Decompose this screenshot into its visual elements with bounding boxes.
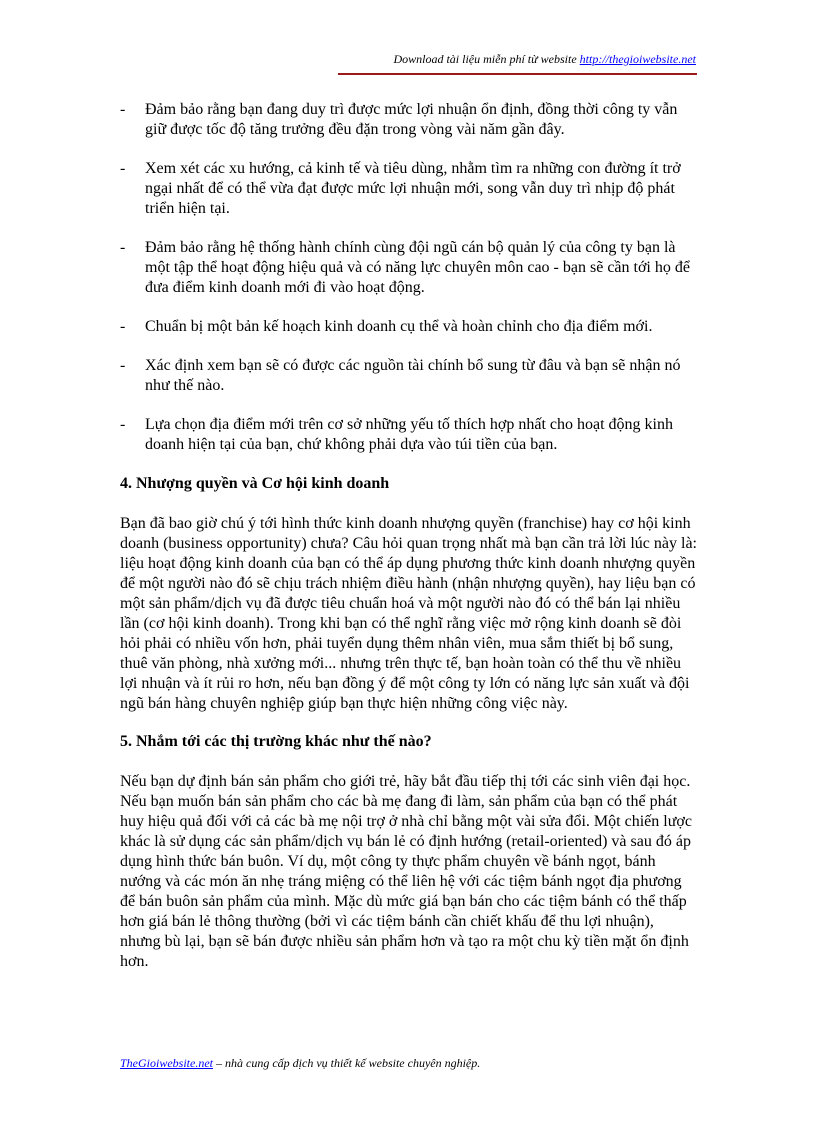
bullet-text: Lựa chọn địa điểm mới trên cơ sở những yếu tố thích hợp nhất cho hoạt động kinh doanh hiện tại của bạn, chứ không phải dựa vào túi tiền của bạn. [145, 416, 673, 453]
section-4-paragraph: Bạn đã bao giờ chú ý tới hình thức kinh doanh nhượng quyền (franchise) hay cơ hội kinh doanh (business opportunity) chưa? Câu hỏi quan trọng nhất mà bạn cần trả lời lúc này là: liệu hoạt động kinh doanh của bạn có thể áp dụng phương thức kinh doanh nhượng quyền để một người nào đó sẽ chịu trách nhiệm điều hành (nhận nhượng quyền), hay liệu bạn có một sản phẩm/dịch vụ đã được tiêu chuẩn hoá và một người nào đó có thể bán lại nhiều lần (cơ hội kinh doanh). Trong khi bạn có thể nghĩ rằng việc mở rộng kinh doanh sẽ đòi hỏi phải có nhiều vốn hơn, phải tuyển dụng thêm nhân viên, mua sắm thiết bị bổ sung, thuê văn phòng, nhà xưởng mới... nhưng trên thực tế, bạn hoàn toàn có thể thu về nhiều lợi nhuận và ít rủi ro hơn, nếu bạn đồng ý để một công ty lớn có năng lực sản xuất và đội ngũ bán hàng chuyên nghiệp giúp bạn thực hiện những công việc này. [120, 515, 697, 712]
section-5-paragraph: Nếu bạn dự định bán sản phẩm cho giới trẻ, hãy bắt đầu tiếp thị tới các sinh viên đại học. Nếu bạn muốn bán sản phẩm cho các bà mẹ đang đi làm, sản phẩm của bạn có thể phát huy hiệu quả đối với cả các bà mẹ nội trợ ở nhà chỉ bằng một vài sửa đổi. Một chiến lược khác là sử dụng các sản phẩm/dịch vụ bán lẻ có định hướng (retail-oriented) và sau đó áp dụng hình thức bán buôn. Ví dụ, một công ty thực phẩm chuyên về bánh ngọt, bánh nướng và các món ăn nhẹ tráng miệng có thể liên hệ với các tiệm bánh ngọt địa phương để bán buôn sản phẩm của mình. Mặc dù mức giá bạn bán cho các tiệm bánh có thể thấp hơn giá bán lẻ thông thường (bởi vì các tiệm bánh cần chiết khấu để thu lợi nhuận), nhưng bù lại, bạn sẽ bán được nhiều sản phẩm hơn và tạo ra một chu kỳ tiền mặt ổn định hơn. [120, 773, 692, 970]
bullet-item [120, 415, 698, 455]
bullet-dash: - [120, 357, 126, 374]
header-rule [338, 73, 697, 75]
bullet-item [120, 159, 698, 219]
page-header [340, 51, 696, 67]
section-4-heading: 4. Nhượng quyền và Cơ hội kinh doanh [120, 475, 390, 492]
bullet-text: Xác định xem bạn sẽ có được các nguồn tài chính bổ sung từ đâu và bạn sẽ nhận nó như thế nào. [145, 357, 681, 394]
footer-text: – nhà cung cấp dịch vụ thiết kế website chuyên nghiệp. [213, 1056, 481, 1070]
bullet-item [120, 356, 698, 396]
bullet-dash: - [120, 318, 126, 335]
document-body [120, 100, 698, 990]
section-5-heading: 5. Nhắm tới các thị trường khác như thế nào? [120, 733, 432, 750]
bullet-dash: - [120, 101, 126, 118]
page-footer [120, 1055, 720, 1071]
bullet-dash: - [120, 160, 126, 177]
header-link[interactable]: http://thegioiwebsite.net [579, 52, 696, 66]
bullet-item [120, 317, 698, 337]
bullet-text: Đảm bảo rằng hệ thống hành chính cùng đội ngũ cán bộ quản lý của công ty bạn là một tập thể hoạt động hiệu quả và có năng lực chuyên môn cao - bạn sẽ cần tới họ để đưa điểm kinh doanh mới đi vào hoạt động. [145, 239, 690, 296]
bullet-dash: - [120, 239, 126, 256]
bullet-item [120, 100, 698, 140]
footer-link[interactable]: TheGioiwebsite.net [120, 1056, 213, 1070]
bullet-item [120, 238, 698, 298]
bullet-text: Đảm bảo rằng bạn đang duy trì được mức lợi nhuận ổn định, đồng thời công ty vẫn giữ được tốc độ tăng trưởng đều đặn trong vòng vài năm gần đây. [145, 101, 678, 138]
header-text: Download tài liệu miễn phí từ website [393, 52, 580, 66]
bullet-text: Xem xét các xu hướng, cả kinh tế và tiêu dùng, nhằm tìm ra những con đường ít trở ngại nhất để có thể vừa đạt được mức lợi nhuận mới, song vẫn duy trì nhịp độ phát triển hiện tại. [145, 160, 681, 217]
bullet-dash: - [120, 416, 126, 433]
bullet-text: Chuẩn bị một bản kế hoạch kinh doanh cụ thể và hoàn chỉnh cho địa điểm mới. [145, 318, 653, 335]
